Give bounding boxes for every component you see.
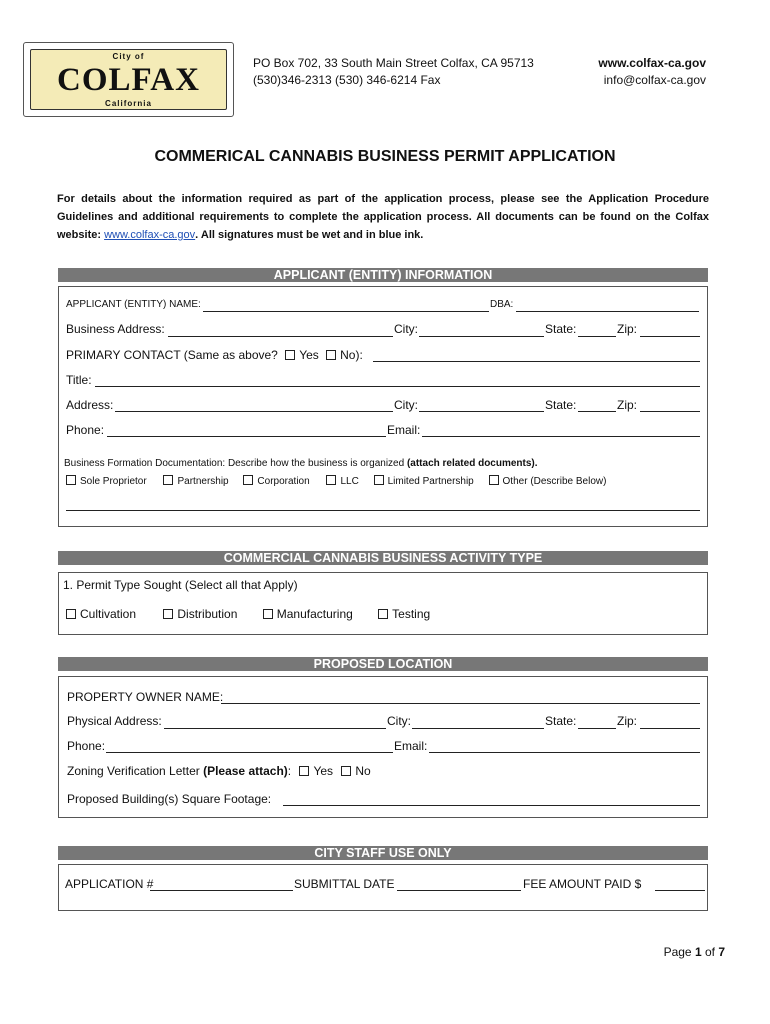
zoning-attach-note: (Please attach) xyxy=(203,764,288,778)
header-email: info@colfax-ca.gov xyxy=(603,73,706,87)
business-state-label: State: xyxy=(545,322,577,336)
sole-proprietor-label: Sole Proprietor xyxy=(80,476,147,487)
location-phone-label: Phone: xyxy=(67,739,106,753)
city-label: City: xyxy=(394,398,418,412)
primary-contact-field[interactable] xyxy=(373,361,700,362)
city-logo xyxy=(23,42,234,117)
cultivation-label: Cultivation xyxy=(80,607,137,621)
application-number-label: APPLICATION # xyxy=(65,877,154,891)
distribution-checkbox[interactable] xyxy=(163,609,173,619)
page-label: Page xyxy=(663,945,695,959)
page-number xyxy=(664,945,725,959)
other-label: Other (Describe Below) xyxy=(502,476,607,487)
corporation-checkbox[interactable] xyxy=(243,475,253,485)
other-checkbox[interactable] xyxy=(489,475,499,485)
manufacturing-checkbox[interactable] xyxy=(263,609,273,619)
primary-contact-label: PRIMARY CONTACT (Same as above? xyxy=(66,348,278,362)
business-address-field[interactable] xyxy=(168,336,393,337)
primary-contact-no-label: No): xyxy=(340,348,363,362)
llc-checkbox[interactable] xyxy=(326,475,336,485)
sole-proprietor-checkbox[interactable] xyxy=(66,475,76,485)
square-footage-label: Proposed Building(s) Square Footage: xyxy=(67,792,272,806)
location-heading: PROPOSED LOCATION xyxy=(58,657,708,671)
location-email-field[interactable] xyxy=(429,752,700,753)
limited-partnership-checkbox[interactable] xyxy=(374,475,384,485)
primary-contact-yes-label: Yes xyxy=(299,348,319,362)
primary-contact-no-checkbox[interactable] xyxy=(326,350,336,360)
distribution-label: Distribution xyxy=(177,607,238,621)
page-total: 7 xyxy=(718,945,725,959)
dba-label: DBA: xyxy=(490,299,514,310)
logo-main-text: COLFAX xyxy=(57,62,200,98)
city-field[interactable] xyxy=(419,411,544,412)
header-phone: (530)346-2313 (530) 346-6214 Fax xyxy=(253,73,441,87)
title-field[interactable] xyxy=(95,386,700,387)
formation-bold: (attach related documents). xyxy=(406,458,538,469)
state-label: State: xyxy=(545,398,577,412)
partnership-label: Partnership xyxy=(177,476,229,487)
location-state-label: State: xyxy=(545,714,577,728)
location-city-field[interactable] xyxy=(412,728,544,729)
phone-field[interactable] xyxy=(107,436,386,437)
business-city-field[interactable] xyxy=(419,336,544,337)
property-owner-field[interactable] xyxy=(221,703,700,704)
testing-label: Testing xyxy=(392,607,431,621)
corporation-label: Corporation xyxy=(257,476,310,487)
partnership-checkbox[interactable] xyxy=(163,475,173,485)
location-zip-label: Zip: xyxy=(617,714,638,728)
address-label: Address: xyxy=(66,398,114,412)
zoning-no-checkbox[interactable] xyxy=(341,766,351,776)
llc-label: LLC xyxy=(340,476,359,487)
business-city-label: City: xyxy=(394,322,418,336)
submittal-date-label: SUBMITTAL DATE xyxy=(294,877,395,891)
entity-name-field[interactable] xyxy=(203,311,489,312)
formation-description xyxy=(64,458,538,469)
header-address: PO Box 702, 33 South Main Street Colfax, CA 95713 xyxy=(253,56,534,70)
business-zip-label: Zip: xyxy=(617,322,638,336)
location-state-field[interactable] xyxy=(578,728,616,729)
physical-address-label: Physical Address: xyxy=(67,714,162,728)
address-field[interactable] xyxy=(115,411,393,412)
zip-field[interactable] xyxy=(640,411,700,412)
business-address-label: Business Address: xyxy=(66,322,165,336)
permit-type-options xyxy=(66,607,430,621)
location-phone-field[interactable] xyxy=(106,752,393,753)
manufacturing-label: Manufacturing xyxy=(276,607,353,621)
intro-paragraph xyxy=(57,190,709,244)
header-website: www.colfax-ca.gov xyxy=(598,56,706,70)
formation-options xyxy=(66,475,606,487)
physical-address-field[interactable] xyxy=(164,728,386,729)
page-title: COMMERICAL CANNABIS BUSINESS PERMIT APPLICATION xyxy=(154,148,616,165)
other-description-field[interactable] xyxy=(66,510,700,511)
location-email-label: Email: xyxy=(394,739,428,753)
applicant-heading: APPLICANT (ENTITY) INFORMATION xyxy=(58,268,708,282)
intro-text: For details about the information required as part of the application process, please see the Application Procedure Guidelines and additional requirements to complete the application process. All documents can be found on the Colfax website: xyxy=(57,193,709,241)
cultivation-checkbox[interactable] xyxy=(66,609,76,619)
phone-label: Phone: xyxy=(66,423,105,437)
page-of: of xyxy=(701,945,719,959)
email-field[interactable] xyxy=(422,436,700,437)
primary-contact-yes-checkbox[interactable] xyxy=(285,350,295,360)
title-label: Title: xyxy=(66,373,92,387)
email-label: Email: xyxy=(387,423,421,437)
zoning-label: Zoning Verification Letter xyxy=(67,764,204,778)
dba-field[interactable] xyxy=(516,311,699,312)
zoning-no-label: No xyxy=(355,764,371,778)
permit-type-question: 1. Permit Type Sought (Select all that Apply) xyxy=(63,578,298,592)
business-zip-field[interactable] xyxy=(640,336,700,337)
page-current: 1 xyxy=(694,945,702,959)
entity-name-label: APPLICANT (ENTITY) NAME: xyxy=(66,299,201,310)
application-number-field[interactable] xyxy=(150,890,293,891)
logo-top-text: City of xyxy=(112,52,145,61)
location-zip-field[interactable] xyxy=(640,728,700,729)
primary-contact-row xyxy=(66,348,363,362)
state-field[interactable] xyxy=(578,411,616,412)
formation-text: Business Formation Documentation: Describe how the business is organized xyxy=(64,458,407,469)
activity-heading: COMMERCIAL CANNABIS BUSINESS ACTIVITY TYPE xyxy=(58,551,708,565)
header-web-block xyxy=(598,55,706,89)
testing-checkbox[interactable] xyxy=(378,609,388,619)
zip-label: Zip: xyxy=(617,398,638,412)
intro-tail: . All signatures must be wet and in blue ink. xyxy=(195,229,424,241)
staff-heading: CITY STAFF USE ONLY xyxy=(58,846,708,860)
header-address-block xyxy=(253,55,534,89)
business-state-field[interactable] xyxy=(578,336,616,337)
logo-bottom-text: California xyxy=(105,99,152,108)
zoning-yes-label: Yes xyxy=(313,764,334,778)
limited-partnership-label: Limited Partnership xyxy=(387,476,474,487)
submittal-date-field[interactable] xyxy=(397,890,521,891)
fee-paid-field[interactable] xyxy=(655,890,705,891)
zoning-yes-checkbox[interactable] xyxy=(299,766,309,776)
website-link[interactable]: www.colfax-ca.gov xyxy=(104,229,196,241)
location-city-label: City: xyxy=(387,714,411,728)
zoning-row xyxy=(67,764,371,778)
property-owner-label: PROPERTY OWNER NAME: xyxy=(67,690,224,704)
zoning-colon: : xyxy=(287,764,292,778)
square-footage-field[interactable] xyxy=(283,805,700,806)
fee-paid-label: FEE AMOUNT PAID $ xyxy=(523,877,642,891)
